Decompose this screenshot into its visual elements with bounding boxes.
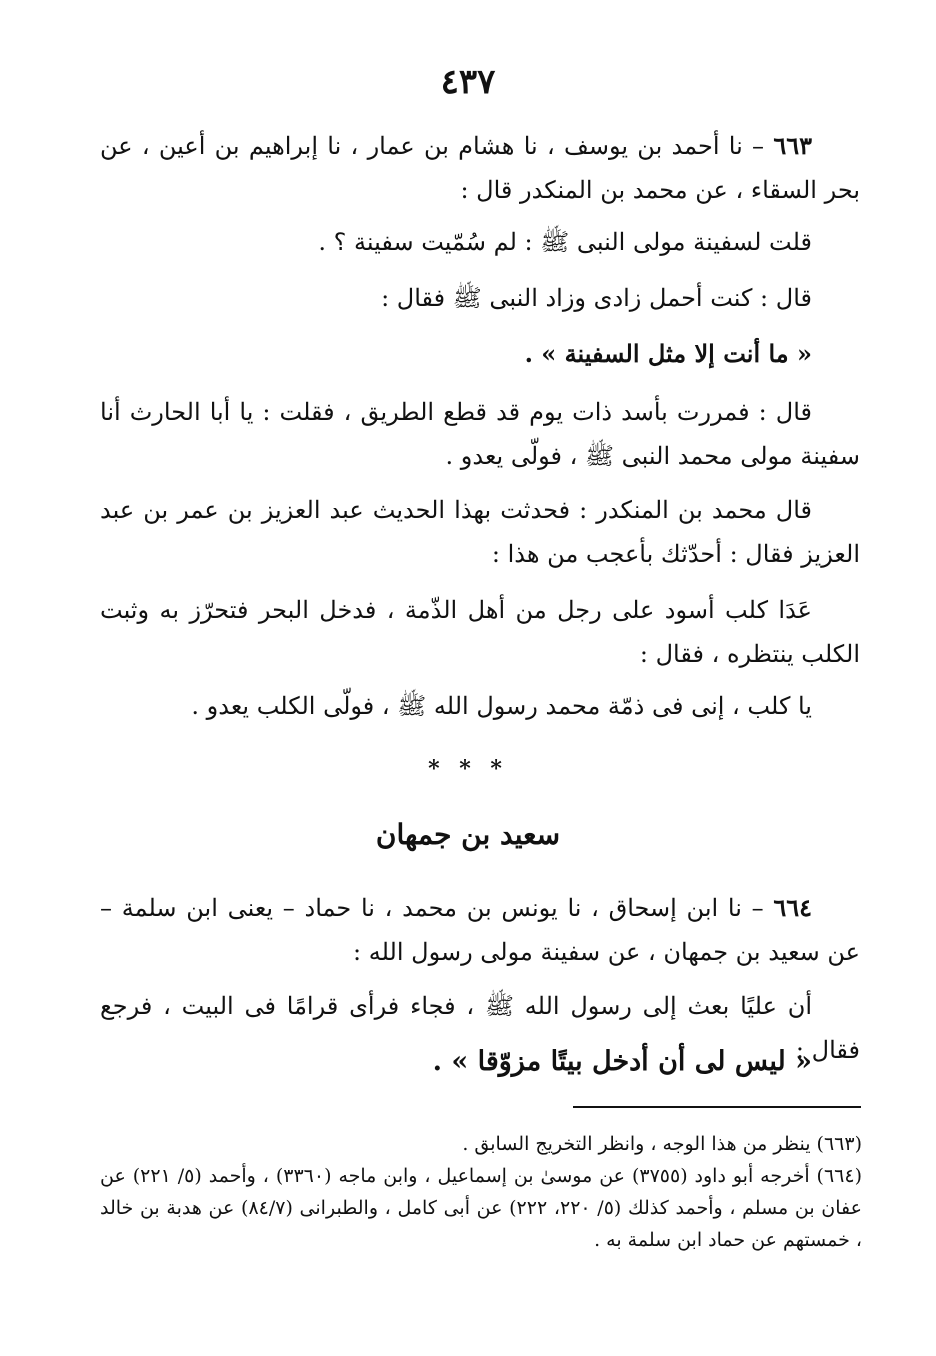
footnote-664: (٦٦٤) أخرجه أبو داود (٣٧٥٥) عن موسىٰ بن إسماعيل ، وابن ماجه (٣٣٦٠) ، وأحمد (٥/ ٢٢١) عن عفان بن مسلم ، وأحمد كذلك (٥/ ٢٢٠، ٢٢٢) عن أبى كامل ، والطبرانى (٨٤/٧) عن هدبة بن خالد ، خمستهم عن حماد ابن سلمة به . (100, 1165, 862, 1251)
hadith-664-number: ٦٦٤ (773, 893, 812, 922)
hadith-663-paragraph-5: قال محمد بن المنكدر : فحدثت بهذا الحديث عبد العزيز بن عمر بن عبد العزيز فقال : أحدّثك بأعجب من هذا : (100, 496, 860, 568)
hadith-664-paragraph-1: أن عليًا بعث إلى رسول الله ﷺ ، فجاء فرأى قرامًا فى البيت ، فرجع فقال : (100, 992, 860, 1064)
hadith-664-isnad-text: – نا ابن إسحاق ، نا يونس بن محمد ، نا حماد – يعنى ابن سلمة – عن سعيد بن جمهان ، عن سفينة مولى رسول الله : (100, 894, 860, 966)
footnote-divider (573, 1106, 861, 1108)
section-separator: * * * (428, 756, 508, 782)
hadith-663-paragraph-4: قال : فمررت بأسد ذات يوم قد قطع الطريق ، فقلت : يا أبا الحارث أنا سفينة مولى محمد النبى ﷺ ، فولّى يعدو . (100, 398, 860, 470)
hadith-663-prophet-quote: « ما أنت إلا مثل السفينة » . (524, 339, 812, 368)
hadith-663-isnad-text: – نا أحمد بن يوسف ، نا هشام بن عمار ، نا إبراهيم بن أعين ، عن بحر السقاء ، عن محمد بن المنكدر قال : (100, 132, 860, 204)
hadith-663-number: ٦٦٣ (773, 131, 812, 160)
section-heading: سعيد بن جمهان (375, 818, 561, 851)
footnotes (100, 1128, 862, 1256)
hadith-663-isnad (100, 124, 860, 212)
footnote-663: (٦٦٣) ينظر من هذا الوجه ، وانظر التخريج السابق . (462, 1133, 862, 1155)
page-number: ٤٣٧ (440, 62, 496, 102)
hadith-663-paragraph-7: يا كلب ، إنى فى ذمّة محمد رسول الله ﷺ ، فولّى الكلب يعدو . (191, 692, 812, 720)
hadith-663-paragraph-2: قال : كنت أحمل زادى وزاد النبى ﷺ فقال : (381, 284, 812, 312)
hadith-664-isnad (100, 886, 860, 974)
hadith-663-paragraph-1: قلت لسفينة مولى النبى ﷺ : لم سُمّيت سفينة ؟ . (318, 228, 812, 256)
hadith-664-prophet-quote: « ليس لى أن أدخل بيتًا مزوّقا » . (432, 1046, 812, 1077)
hadith-663-paragraph-6: عَدَا كلب أسود على رجل من أهل الذّمة ، فدخل البحر فتحرّز به وثبت الكلب ينتظره ، فقال : (100, 596, 860, 668)
